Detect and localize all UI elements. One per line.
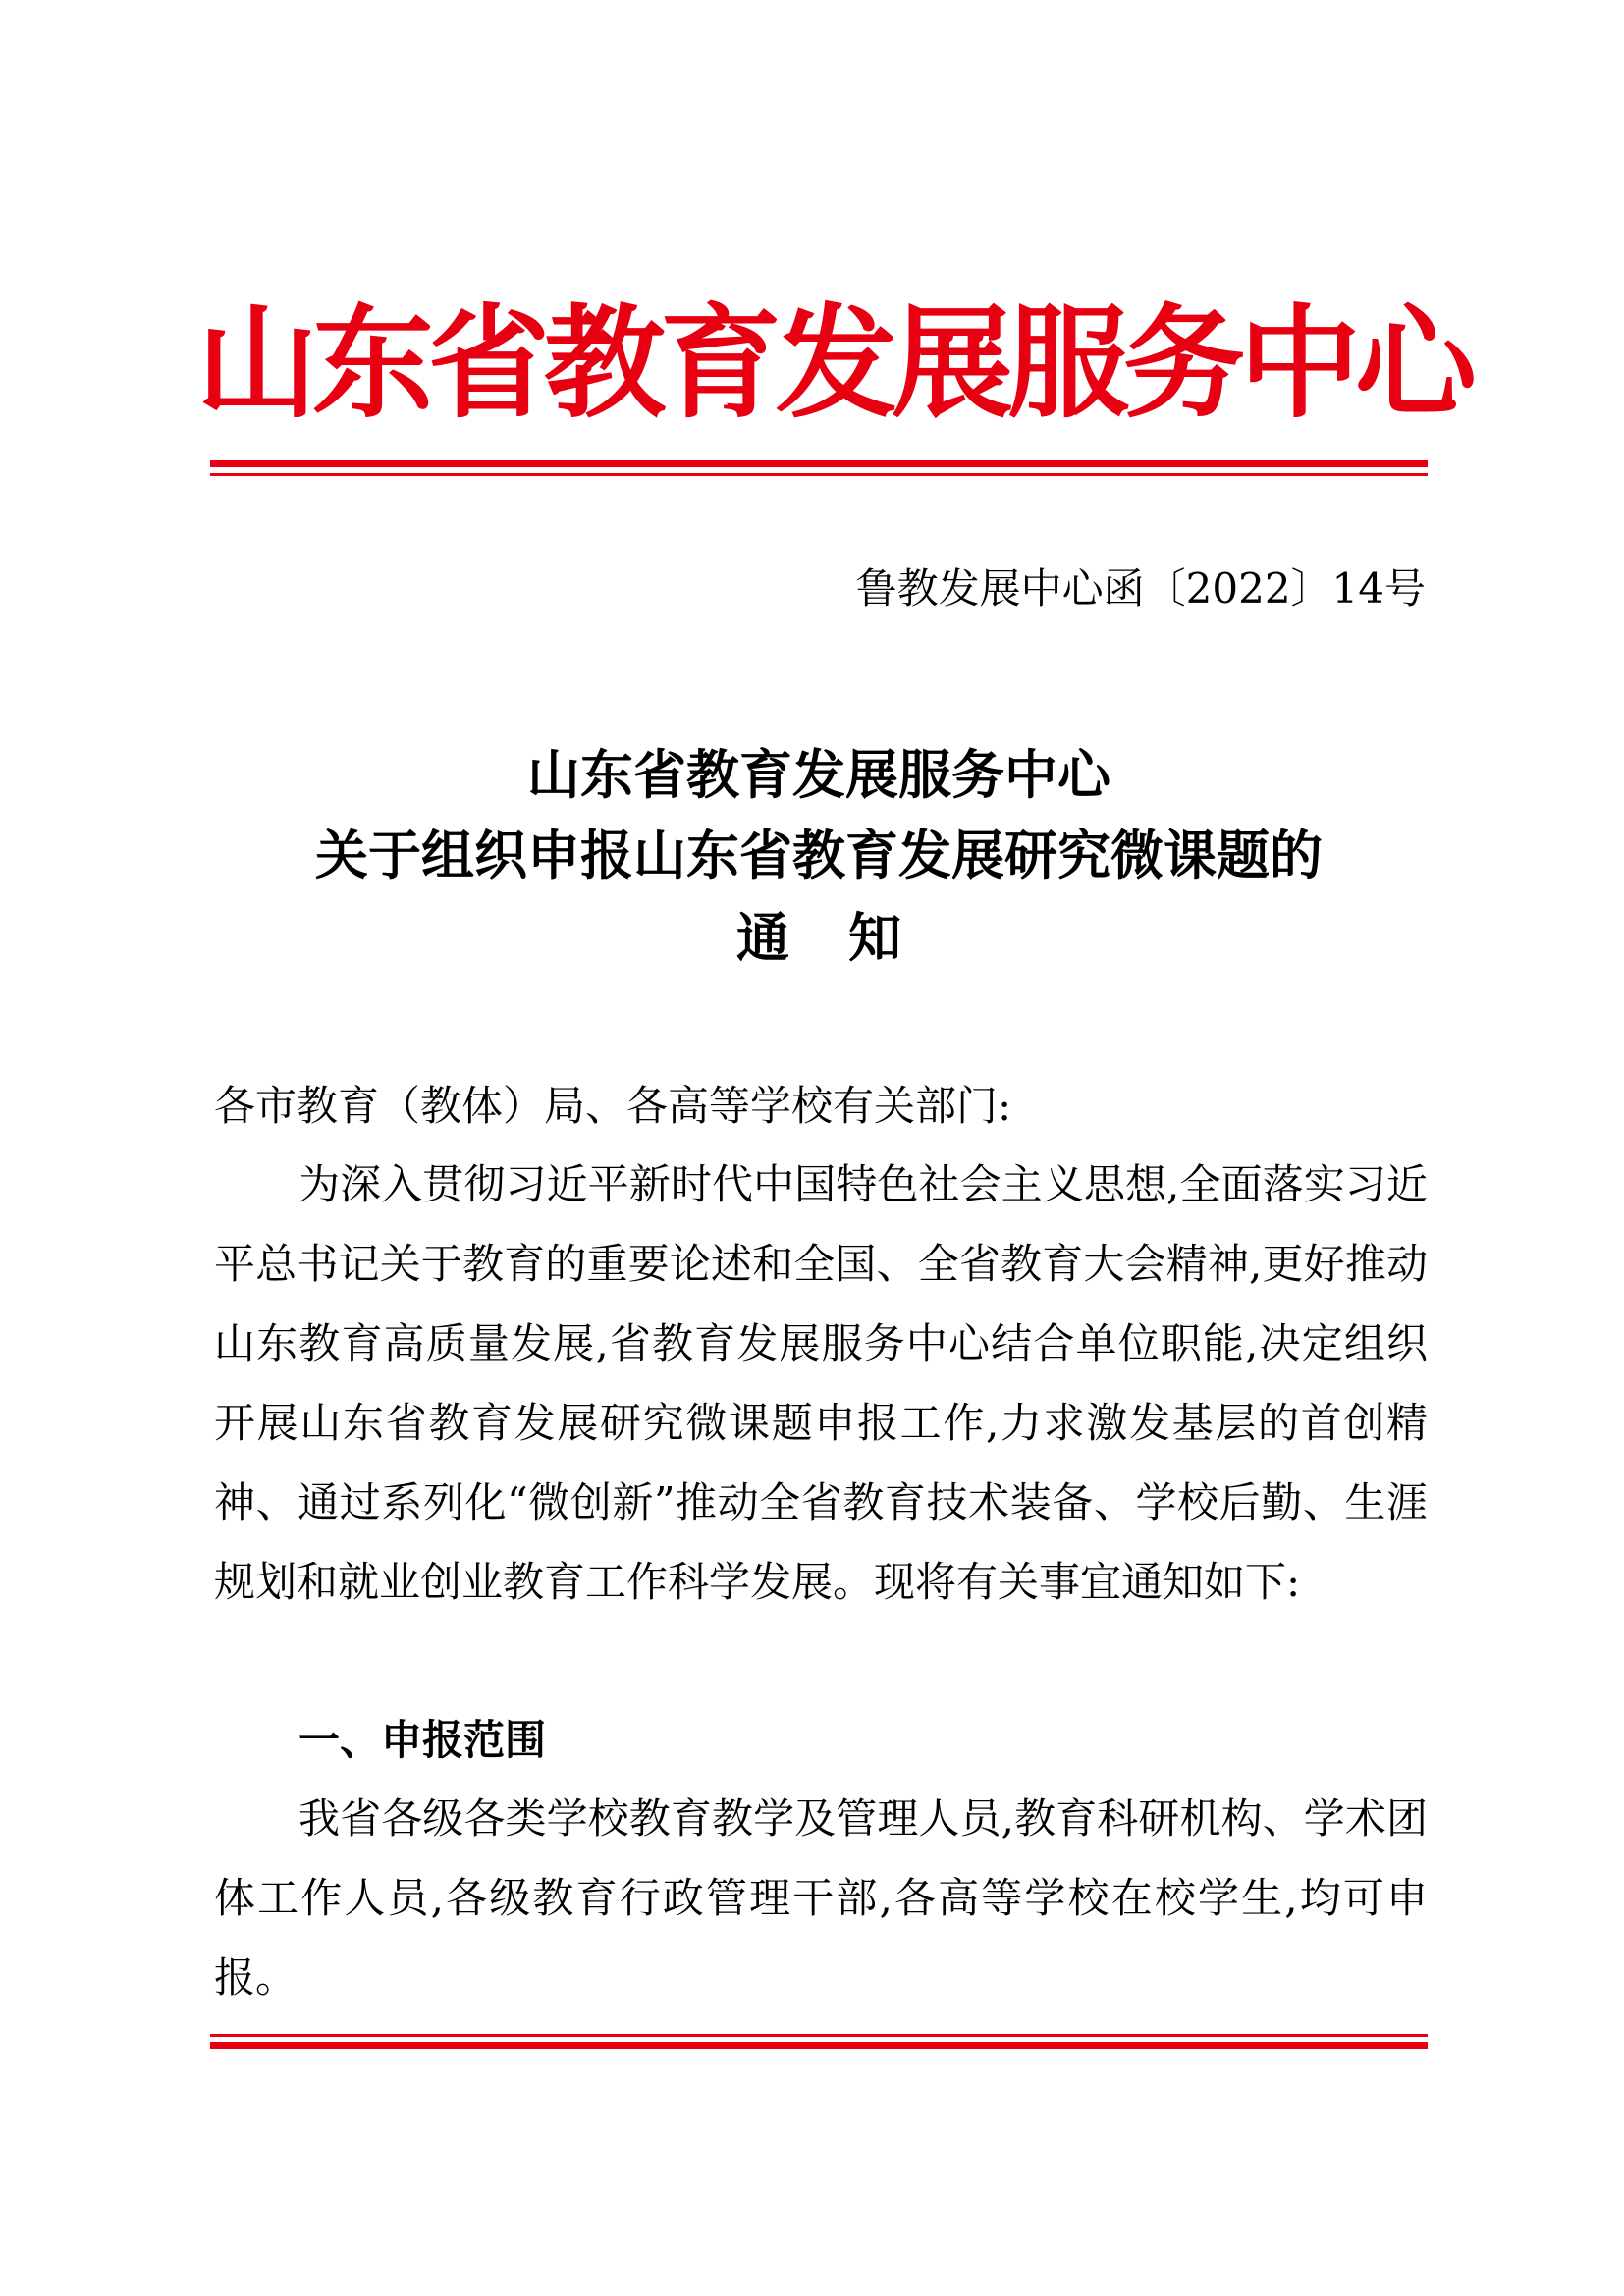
footer-rule-thick [210, 2042, 1428, 2049]
title-line-3: 通知 [736, 906, 960, 969]
letterhead-rule-thick [210, 460, 1428, 467]
letterhead-rule-thin [210, 473, 1428, 476]
intro-paragraph: 为深入贯彻习近平新时代中国特色社会主义思想,全面落实习近平总书记关于教育的重要论述和全国、全省教育大会精神,更好推动山东教育高质量发展,省教育发展服务中心结合单位职能,决定组织开展山东省教育发展研究微课题申报工作,力求激发基层的首创精神、通过系列化“微创新”推动全省教育技术装备、学校后勤、生涯规划和就业创业教育工作科学发展。现将有关事宜通知如下: [214, 1160, 1428, 1606]
footer-rule-thin [210, 2034, 1428, 2037]
addressee: 各市教育（教体）局、各高等学校有关部门: [214, 1082, 1012, 1130]
scope-paragraph: 我省各级各类学校教育教学及管理人员,教育科研机构、学术团体工作人员,各级教育行政管理干部,各高等学校在校学生,均可申报。 [214, 1794, 1428, 2002]
document-number: 鲁教发展中心函〔2022〕14号 [855, 564, 1426, 613]
title-line-2: 关于组织申报山东省教育发展研究微课题的 [315, 824, 1323, 886]
title-line-1: 山东省教育发展服务中心 [527, 743, 1110, 806]
section-heading-scope: 一、申报范围 [298, 1716, 547, 1764]
letterhead-org-name: 山东省教育发展服务中心 [196, 293, 1472, 435]
